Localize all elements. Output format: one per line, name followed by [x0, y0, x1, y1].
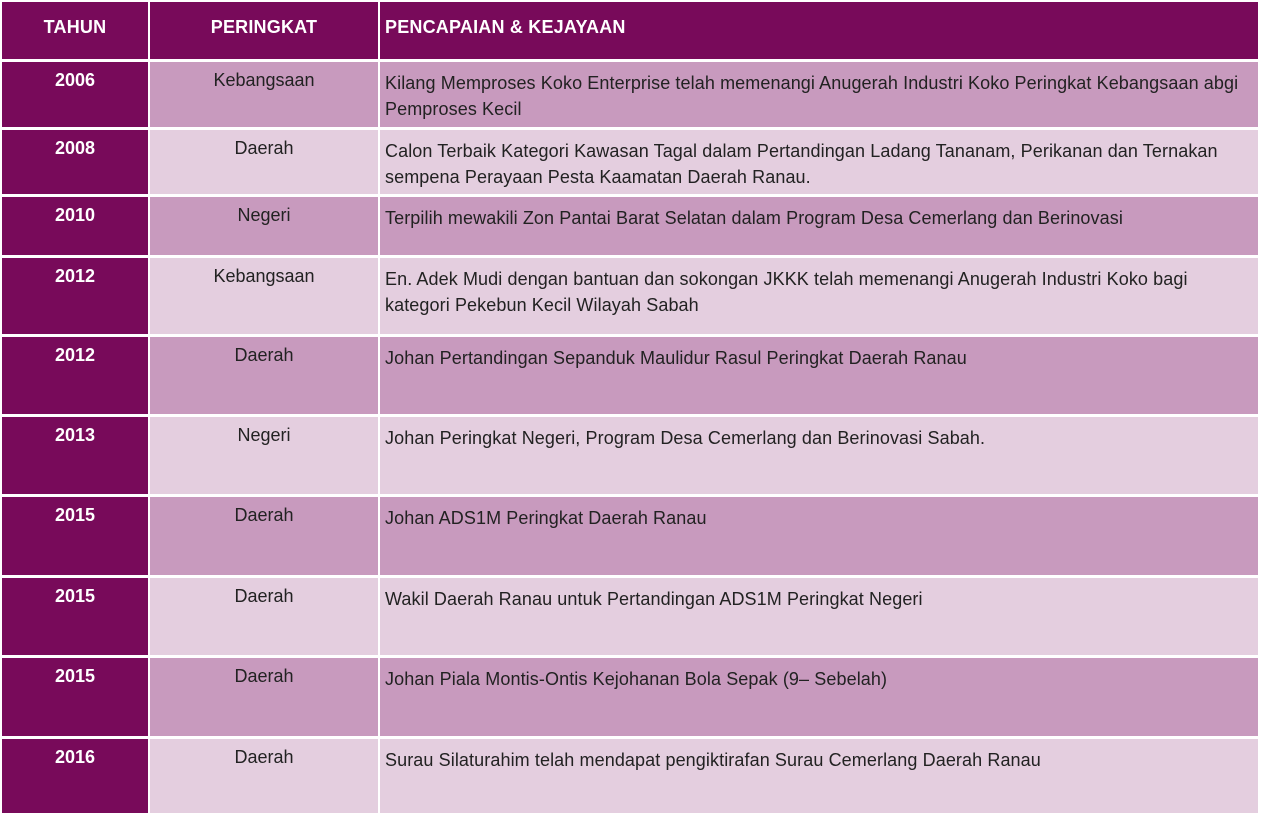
cell-level: Negeri	[150, 197, 380, 258]
cell-achievement: Surau Silaturahim telah mendapat pengiktirafan Surau Cemerlang Daerah Ranau	[380, 739, 1258, 816]
table-row	[2, 739, 1258, 816]
cell-year: 2010	[2, 197, 150, 258]
table-row	[2, 258, 1258, 337]
table-row	[2, 658, 1258, 739]
header-row	[2, 2, 1258, 62]
cell-level: Daerah	[150, 658, 380, 739]
achievements-table	[2, 2, 1258, 816]
cell-year: 2006	[2, 62, 150, 130]
cell-year: 2008	[2, 130, 150, 197]
cell-year: 2012	[2, 337, 150, 417]
header-year: TAHUN	[2, 2, 150, 62]
cell-level: Daerah	[150, 337, 380, 417]
cell-achievement: En. Adek Mudi dengan bantuan dan sokongan JKKK telah memenangi Anugerah Industri Koko bagi kategori Pekebun Kecil Wilayah Sabah	[380, 258, 1258, 337]
table-row	[2, 197, 1258, 258]
cell-achievement: Terpilih mewakili Zon Pantai Barat Selatan dalam Program Desa Cemerlang dan Berinovasi	[380, 197, 1258, 258]
table-header	[2, 2, 1258, 62]
cell-level: Daerah	[150, 578, 380, 658]
table-row	[2, 337, 1258, 417]
cell-year: 2015	[2, 658, 150, 739]
table-body	[2, 62, 1258, 816]
cell-year: 2012	[2, 258, 150, 337]
cell-level: Kebangsaan	[150, 258, 380, 337]
table-row	[2, 578, 1258, 658]
cell-level: Daerah	[150, 497, 380, 578]
table-row	[2, 130, 1258, 197]
cell-level: Daerah	[150, 130, 380, 197]
header-achievement: PENCAPAIAN & KEJAYAAN	[380, 2, 1258, 62]
header-level: PERINGKAT	[150, 2, 380, 62]
table-row	[2, 497, 1258, 578]
cell-achievement: Johan Peringkat Negeri, Program Desa Cemerlang dan Berinovasi Sabah.	[380, 417, 1258, 497]
cell-achievement: Johan Piala Montis-Ontis Kejohanan Bola Sepak (9– Sebelah)	[380, 658, 1258, 739]
cell-year: 2013	[2, 417, 150, 497]
cell-year: 2015	[2, 497, 150, 578]
cell-achievement: Kilang Memproses Koko Enterprise telah memenangi Anugerah Industri Koko Peringkat Kebangsaan abgi Pemproses Kecil	[380, 62, 1258, 130]
table-row	[2, 62, 1258, 130]
cell-achievement: Johan Pertandingan Sepanduk Maulidur Rasul Peringkat Daerah Ranau	[380, 337, 1258, 417]
cell-year: 2015	[2, 578, 150, 658]
cell-achievement: Wakil Daerah Ranau untuk Pertandingan ADS1M Peringkat Negeri	[380, 578, 1258, 658]
table-row	[2, 417, 1258, 497]
cell-level: Daerah	[150, 739, 380, 816]
cell-achievement: Calon Terbaik Kategori Kawasan Tagal dalam Pertandingan Ladang Tananam, Perikanan dan Ternakan sempena Perayaan Pesta Kaamatan Daerah Ranau.	[380, 130, 1258, 197]
cell-level: Negeri	[150, 417, 380, 497]
cell-achievement: Johan ADS1M Peringkat Daerah Ranau	[380, 497, 1258, 578]
cell-year: 2016	[2, 739, 150, 816]
cell-level: Kebangsaan	[150, 62, 380, 130]
